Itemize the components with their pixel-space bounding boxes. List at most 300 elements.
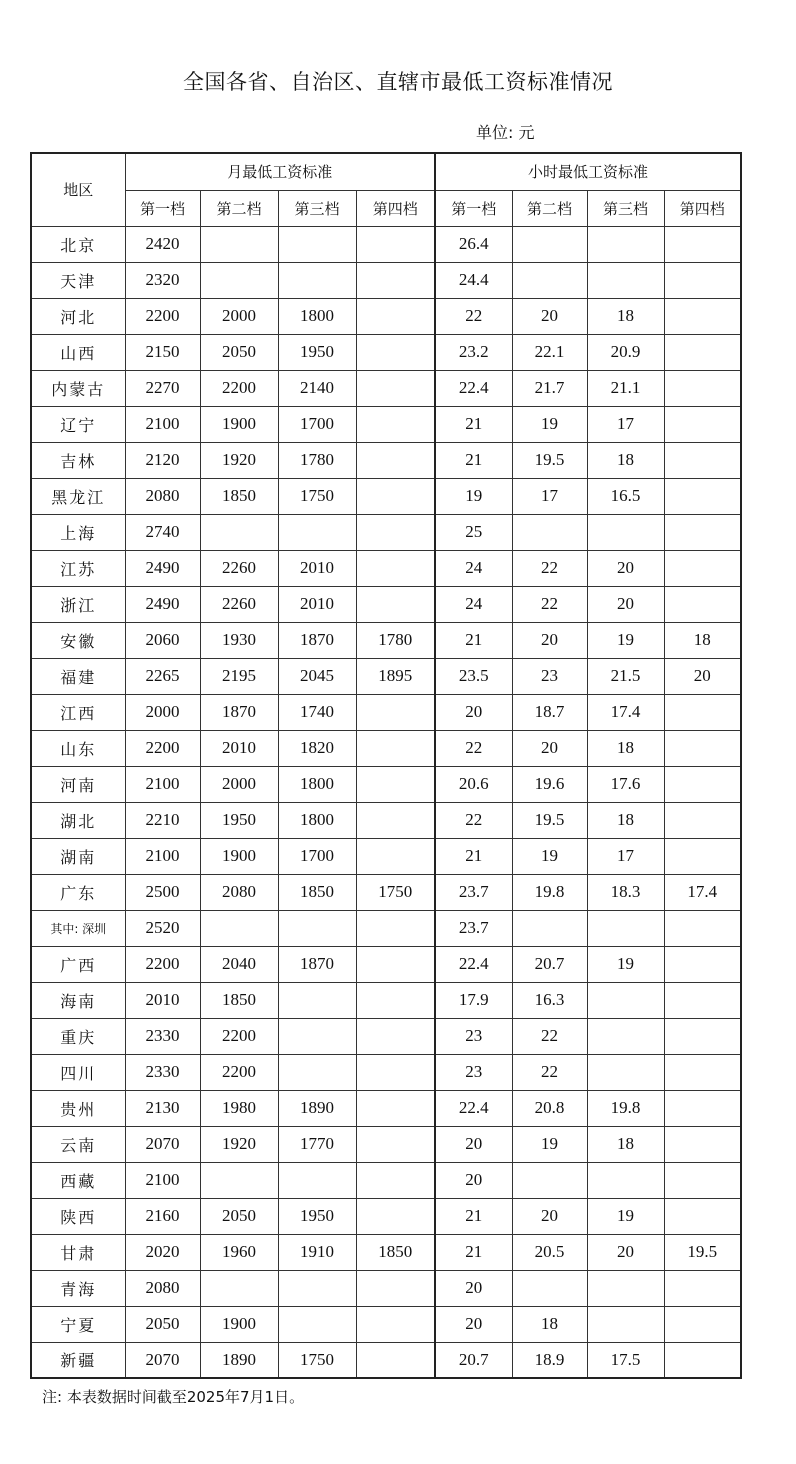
hourly-tier-4-cell: [664, 298, 741, 334]
hourly-tier-4-cell: [664, 802, 741, 838]
hourly-tier-2-cell: 20.7: [512, 946, 587, 982]
hourly-tier-3-cell: 21.1: [587, 370, 664, 406]
monthly-tier-1-cell: 2490: [125, 586, 200, 622]
hourly-tier-2-cell: 20: [512, 1198, 587, 1234]
monthly-tier-3-cell: 1750: [278, 478, 356, 514]
hourly-tier-4-cell: 19.5: [664, 1234, 741, 1270]
monthly-tier-4-cell: [356, 586, 435, 622]
hourly-tier-2-cell: 19: [512, 838, 587, 874]
hourly-tier-1-cell: 20: [435, 1162, 512, 1198]
monthly-tier-3-cell: 1780: [278, 442, 356, 478]
region-cell: 湖北: [31, 802, 125, 838]
monthly-tier-3-cell: [278, 226, 356, 262]
hourly-tier-3-cell: 20: [587, 586, 664, 622]
region-cell: 河北: [31, 298, 125, 334]
hourly-tier-4-cell: [664, 730, 741, 766]
table-row: [31, 1270, 741, 1306]
monthly-tier-2-cell: 2260: [200, 550, 278, 586]
hourly-tier-2-cell: 18.9: [512, 1342, 587, 1378]
hourly-tier-1-cell: 21: [435, 622, 512, 658]
region-cell: 安徽: [31, 622, 125, 658]
monthly-tier-4-cell: [356, 226, 435, 262]
hourly-tier-1-cell: 24: [435, 550, 512, 586]
table-row: [31, 802, 741, 838]
monthly-tier-2-cell: 2050: [200, 334, 278, 370]
monthly-tier-4-cell: [356, 370, 435, 406]
hourly-tier-4-cell: [664, 226, 741, 262]
header-hourly: 小时最低工资标准: [435, 153, 741, 190]
monthly-tier-1-cell: 2490: [125, 550, 200, 586]
monthly-tier-3-cell: [278, 1270, 356, 1306]
monthly-tier-4-cell: [356, 802, 435, 838]
monthly-tier-1-cell: 2200: [125, 730, 200, 766]
monthly-tier-3-cell: 1800: [278, 298, 356, 334]
region-cell: 山东: [31, 730, 125, 766]
monthly-tier-4-cell: [356, 1018, 435, 1054]
monthly-tier-1-cell: 2420: [125, 226, 200, 262]
hourly-tier-3-cell: 16.5: [587, 478, 664, 514]
table-row: [31, 946, 741, 982]
monthly-tier-1-cell: 2000: [125, 694, 200, 730]
table-row: [31, 658, 741, 694]
footnote: 注: 本表数据时间截至2025年7月1日。: [42, 1388, 305, 1406]
table-row: [31, 838, 741, 874]
table-body: [31, 226, 741, 1378]
hourly-tier-3-cell: 17: [587, 838, 664, 874]
unit-label: 单位: 元: [476, 123, 535, 142]
monthly-tier-2-cell: 1900: [200, 406, 278, 442]
monthly-tier-3-cell: 1770: [278, 1126, 356, 1162]
monthly-tier-3-cell: 2140: [278, 370, 356, 406]
monthly-tier-1-cell: 2520: [125, 910, 200, 946]
hourly-tier-3-cell: 18.3: [587, 874, 664, 910]
monthly-tier-4-cell: [356, 1342, 435, 1378]
monthly-tier-3-cell: [278, 1162, 356, 1198]
hourly-tier-1-cell: 23: [435, 1054, 512, 1090]
table-row: [31, 442, 741, 478]
hourly-tier-4-cell: [664, 946, 741, 982]
monthly-tier-1-cell: 2130: [125, 1090, 200, 1126]
table-row: [31, 1126, 741, 1162]
monthly-tier-3-cell: [278, 514, 356, 550]
monthly-tier-4-cell: [356, 982, 435, 1018]
hourly-tier-4-cell: [664, 370, 741, 406]
monthly-tier-1-cell: 2330: [125, 1018, 200, 1054]
hourly-tier-4-cell: [664, 1126, 741, 1162]
table-row: [31, 478, 741, 514]
monthly-tier-3-cell: 1700: [278, 838, 356, 874]
monthly-tier-1-cell: 2500: [125, 874, 200, 910]
region-cell: 四川: [31, 1054, 125, 1090]
hourly-tier-1-cell: 21: [435, 838, 512, 874]
monthly-tier-1-cell: 2200: [125, 946, 200, 982]
hourly-tier-1-cell: 24.4: [435, 262, 512, 298]
hourly-tier-4-cell: [664, 1090, 741, 1126]
hourly-tier-1-cell: 22: [435, 730, 512, 766]
hourly-tier-4-cell: [664, 694, 741, 730]
region-cell: 福建: [31, 658, 125, 694]
hourly-tier-2-cell: [512, 514, 587, 550]
header-region: 地区: [31, 153, 125, 226]
table-row: [31, 406, 741, 442]
monthly-tier-2-cell: 1900: [200, 1306, 278, 1342]
monthly-tier-4-cell: [356, 838, 435, 874]
monthly-tier-1-cell: 2265: [125, 658, 200, 694]
monthly-tier-1-cell: 2020: [125, 1234, 200, 1270]
hourly-tier-1-cell: 20: [435, 694, 512, 730]
monthly-tier-4-cell: [356, 766, 435, 802]
hourly-tier-1-cell: 23.7: [435, 910, 512, 946]
hourly-tier-2-cell: 22: [512, 550, 587, 586]
monthly-tier-3-cell: [278, 982, 356, 1018]
region-cell: 辽宁: [31, 406, 125, 442]
table-row: [31, 1198, 741, 1234]
hourly-tier-3-cell: 17: [587, 406, 664, 442]
hourly-tier-3-cell: 17.5: [587, 1342, 664, 1378]
region-cell: 云南: [31, 1126, 125, 1162]
hourly-tier-2-cell: [512, 262, 587, 298]
monthly-tier-4-cell: 1750: [356, 874, 435, 910]
hourly-tier-4-cell: [664, 982, 741, 1018]
hourly-tier-1-cell: 24: [435, 586, 512, 622]
monthly-tier-4-cell: [356, 1054, 435, 1090]
monthly-tier-2-cell: 2260: [200, 586, 278, 622]
hourly-tier-1-cell: 22.4: [435, 946, 512, 982]
monthly-tier-2-cell: 1920: [200, 442, 278, 478]
region-cell: 甘肃: [31, 1234, 125, 1270]
monthly-tier-1-cell: 2100: [125, 1162, 200, 1198]
monthly-tier-3-cell: 1950: [278, 334, 356, 370]
monthly-tier-4-cell: 1850: [356, 1234, 435, 1270]
table-row: [31, 874, 741, 910]
monthly-tier-3-cell: [278, 1054, 356, 1090]
hourly-tier-2-cell: 20: [512, 622, 587, 658]
region-cell: 其中: 深圳: [31, 910, 125, 946]
monthly-tier-3-cell: 2010: [278, 550, 356, 586]
header-hourly-tier-3: 第三档: [587, 190, 664, 226]
monthly-tier-3-cell: 1870: [278, 622, 356, 658]
region-cell: 广东: [31, 874, 125, 910]
hourly-tier-2-cell: [512, 226, 587, 262]
hourly-tier-1-cell: 23: [435, 1018, 512, 1054]
hourly-tier-2-cell: 18.7: [512, 694, 587, 730]
region-cell: 西藏: [31, 1162, 125, 1198]
hourly-tier-4-cell: [664, 910, 741, 946]
hourly-tier-3-cell: 18: [587, 442, 664, 478]
monthly-tier-2-cell: 2010: [200, 730, 278, 766]
hourly-tier-3-cell: [587, 1306, 664, 1342]
header-hourly-tier-4: 第四档: [664, 190, 741, 226]
monthly-tier-1-cell: 2070: [125, 1126, 200, 1162]
hourly-tier-1-cell: 22: [435, 802, 512, 838]
monthly-tier-4-cell: 1895: [356, 658, 435, 694]
hourly-tier-2-cell: 18: [512, 1306, 587, 1342]
table-row: [31, 1234, 741, 1270]
monthly-tier-2-cell: [200, 1162, 278, 1198]
monthly-tier-2-cell: 1930: [200, 622, 278, 658]
monthly-tier-2-cell: 2000: [200, 298, 278, 334]
hourly-tier-2-cell: 17: [512, 478, 587, 514]
table-row: [31, 730, 741, 766]
hourly-tier-1-cell: 22: [435, 298, 512, 334]
monthly-tier-3-cell: [278, 1306, 356, 1342]
hourly-tier-4-cell: 17.4: [664, 874, 741, 910]
monthly-tier-3-cell: 1800: [278, 766, 356, 802]
hourly-tier-4-cell: [664, 550, 741, 586]
monthly-tier-3-cell: 1750: [278, 1342, 356, 1378]
monthly-tier-2-cell: 1950: [200, 802, 278, 838]
monthly-tier-1-cell: 2160: [125, 1198, 200, 1234]
page-title: 全国各省、自治区、直辖市最低工资标准情况: [183, 70, 613, 94]
monthly-tier-3-cell: 1740: [278, 694, 356, 730]
monthly-tier-2-cell: 2050: [200, 1198, 278, 1234]
hourly-tier-3-cell: 18: [587, 1126, 664, 1162]
hourly-tier-3-cell: 19.8: [587, 1090, 664, 1126]
hourly-tier-2-cell: 19.5: [512, 802, 587, 838]
hourly-tier-1-cell: 23.2: [435, 334, 512, 370]
header-hourly-tier-2: 第二档: [512, 190, 587, 226]
hourly-tier-4-cell: [664, 514, 741, 550]
hourly-tier-4-cell: [664, 478, 741, 514]
hourly-tier-1-cell: 21: [435, 442, 512, 478]
table-row: [31, 586, 741, 622]
monthly-tier-3-cell: 2010: [278, 586, 356, 622]
hourly-tier-4-cell: [664, 1018, 741, 1054]
hourly-tier-3-cell: [587, 514, 664, 550]
monthly-tier-2-cell: 1870: [200, 694, 278, 730]
table-row: [31, 982, 741, 1018]
hourly-tier-3-cell: 18: [587, 730, 664, 766]
monthly-tier-2-cell: [200, 262, 278, 298]
monthly-tier-4-cell: [356, 1162, 435, 1198]
monthly-tier-2-cell: 1920: [200, 1126, 278, 1162]
hourly-tier-2-cell: 23: [512, 658, 587, 694]
monthly-tier-4-cell: [356, 406, 435, 442]
hourly-tier-2-cell: 19.8: [512, 874, 587, 910]
header-monthly-tier-2: 第二档: [200, 190, 278, 226]
hourly-tier-4-cell: [664, 838, 741, 874]
hourly-tier-2-cell: 21.7: [512, 370, 587, 406]
monthly-tier-4-cell: [356, 1198, 435, 1234]
hourly-tier-4-cell: [664, 1162, 741, 1198]
table-row: [31, 1162, 741, 1198]
table-row: [31, 262, 741, 298]
monthly-tier-4-cell: [356, 262, 435, 298]
hourly-tier-3-cell: [587, 910, 664, 946]
monthly-tier-3-cell: [278, 1018, 356, 1054]
monthly-tier-2-cell: 2200: [200, 1054, 278, 1090]
hourly-tier-1-cell: 20.7: [435, 1342, 512, 1378]
table-row: [31, 334, 741, 370]
monthly-tier-4-cell: [356, 1270, 435, 1306]
monthly-tier-3-cell: 1700: [278, 406, 356, 442]
hourly-tier-4-cell: [664, 1342, 741, 1378]
monthly-tier-4-cell: [356, 442, 435, 478]
monthly-tier-4-cell: [356, 694, 435, 730]
monthly-tier-2-cell: 2000: [200, 766, 278, 802]
hourly-tier-3-cell: [587, 982, 664, 1018]
monthly-tier-1-cell: 2100: [125, 766, 200, 802]
hourly-tier-4-cell: [664, 1270, 741, 1306]
monthly-tier-2-cell: 1850: [200, 478, 278, 514]
monthly-tier-1-cell: 2010: [125, 982, 200, 1018]
region-cell: 黑龙江: [31, 478, 125, 514]
hourly-tier-3-cell: [587, 1270, 664, 1306]
monthly-tier-2-cell: 1960: [200, 1234, 278, 1270]
monthly-tier-4-cell: [356, 478, 435, 514]
monthly-tier-4-cell: [356, 550, 435, 586]
hourly-tier-1-cell: 22.4: [435, 370, 512, 406]
monthly-tier-1-cell: 2210: [125, 802, 200, 838]
monthly-tier-1-cell: 2120: [125, 442, 200, 478]
header-monthly: 月最低工资标准: [125, 153, 435, 190]
table-row: [31, 766, 741, 802]
hourly-tier-4-cell: [664, 262, 741, 298]
table-row: [31, 694, 741, 730]
hourly-tier-4-cell: [664, 586, 741, 622]
header-monthly-tier-3: 第三档: [278, 190, 356, 226]
hourly-tier-1-cell: 19: [435, 478, 512, 514]
region-cell: 重庆: [31, 1018, 125, 1054]
monthly-tier-3-cell: [278, 262, 356, 298]
region-cell: 广西: [31, 946, 125, 982]
monthly-tier-2-cell: [200, 1270, 278, 1306]
monthly-tier-1-cell: 2330: [125, 1054, 200, 1090]
table-row: [31, 514, 741, 550]
monthly-tier-2-cell: 2195: [200, 658, 278, 694]
monthly-tier-4-cell: [356, 910, 435, 946]
monthly-tier-4-cell: [356, 514, 435, 550]
table-row: [31, 1090, 741, 1126]
monthly-tier-3-cell: [278, 910, 356, 946]
table-row: [31, 910, 741, 946]
region-cell: 青海: [31, 1270, 125, 1306]
monthly-tier-4-cell: [356, 298, 435, 334]
monthly-tier-2-cell: [200, 910, 278, 946]
table-row: [31, 1054, 741, 1090]
monthly-tier-3-cell: 1950: [278, 1198, 356, 1234]
monthly-tier-2-cell: 1900: [200, 838, 278, 874]
region-cell: 浙江: [31, 586, 125, 622]
monthly-tier-1-cell: 2100: [125, 838, 200, 874]
hourly-tier-2-cell: 22: [512, 1018, 587, 1054]
hourly-tier-3-cell: [587, 262, 664, 298]
region-cell: 海南: [31, 982, 125, 1018]
region-cell: 贵州: [31, 1090, 125, 1126]
monthly-tier-3-cell: 1800: [278, 802, 356, 838]
region-cell: 吉林: [31, 442, 125, 478]
hourly-tier-3-cell: 18: [587, 802, 664, 838]
table-row: [31, 370, 741, 406]
monthly-tier-1-cell: 2060: [125, 622, 200, 658]
hourly-tier-2-cell: 22.1: [512, 334, 587, 370]
hourly-tier-1-cell: 21: [435, 1198, 512, 1234]
hourly-tier-3-cell: [587, 1054, 664, 1090]
hourly-tier-2-cell: 20.8: [512, 1090, 587, 1126]
hourly-tier-2-cell: 20: [512, 730, 587, 766]
monthly-tier-3-cell: 2045: [278, 658, 356, 694]
monthly-tier-4-cell: 1780: [356, 622, 435, 658]
region-cell: 内蒙古: [31, 370, 125, 406]
hourly-tier-2-cell: 20: [512, 298, 587, 334]
hourly-tier-3-cell: [587, 1162, 664, 1198]
table-row: [31, 1018, 741, 1054]
hourly-tier-3-cell: 19: [587, 622, 664, 658]
monthly-tier-1-cell: 2080: [125, 1270, 200, 1306]
hourly-tier-1-cell: 23.7: [435, 874, 512, 910]
header-monthly-tier-1: 第一档: [125, 190, 200, 226]
hourly-tier-4-cell: [664, 1306, 741, 1342]
monthly-tier-1-cell: 2080: [125, 478, 200, 514]
monthly-tier-4-cell: [356, 730, 435, 766]
hourly-tier-3-cell: 20: [587, 1234, 664, 1270]
hourly-tier-4-cell: [664, 442, 741, 478]
hourly-tier-1-cell: 23.5: [435, 658, 512, 694]
hourly-tier-2-cell: [512, 1270, 587, 1306]
hourly-tier-2-cell: 22: [512, 586, 587, 622]
table-row: [31, 622, 741, 658]
hourly-tier-3-cell: 20.9: [587, 334, 664, 370]
hourly-tier-1-cell: 17.9: [435, 982, 512, 1018]
header-hourly-tier-1: 第一档: [435, 190, 512, 226]
hourly-tier-4-cell: 18: [664, 622, 741, 658]
hourly-tier-4-cell: 20: [664, 658, 741, 694]
hourly-tier-2-cell: 22: [512, 1054, 587, 1090]
hourly-tier-1-cell: 21: [435, 406, 512, 442]
hourly-tier-1-cell: 20: [435, 1270, 512, 1306]
hourly-tier-2-cell: 20.5: [512, 1234, 587, 1270]
monthly-tier-1-cell: 2740: [125, 514, 200, 550]
monthly-tier-4-cell: [356, 946, 435, 982]
hourly-tier-3-cell: 21.5: [587, 658, 664, 694]
region-cell: 湖南: [31, 838, 125, 874]
hourly-tier-1-cell: 25: [435, 514, 512, 550]
region-cell: 河南: [31, 766, 125, 802]
hourly-tier-4-cell: [664, 766, 741, 802]
hourly-tier-4-cell: [664, 1198, 741, 1234]
hourly-tier-2-cell: 19.5: [512, 442, 587, 478]
monthly-tier-4-cell: [356, 1126, 435, 1162]
hourly-tier-3-cell: 19: [587, 946, 664, 982]
hourly-tier-1-cell: 26.4: [435, 226, 512, 262]
table-row: [31, 1342, 741, 1378]
monthly-tier-2-cell: 1980: [200, 1090, 278, 1126]
monthly-tier-2-cell: 2200: [200, 1018, 278, 1054]
hourly-tier-3-cell: 17.6: [587, 766, 664, 802]
hourly-tier-4-cell: [664, 1054, 741, 1090]
monthly-tier-1-cell: 2320: [125, 262, 200, 298]
hourly-tier-1-cell: 22.4: [435, 1090, 512, 1126]
monthly-tier-1-cell: 2270: [125, 370, 200, 406]
hourly-tier-1-cell: 21: [435, 1234, 512, 1270]
monthly-tier-4-cell: [356, 1090, 435, 1126]
header-monthly-tier-4: 第四档: [356, 190, 435, 226]
monthly-tier-2-cell: 2200: [200, 370, 278, 406]
hourly-tier-3-cell: 17.4: [587, 694, 664, 730]
monthly-tier-1-cell: 2070: [125, 1342, 200, 1378]
region-cell: 陕西: [31, 1198, 125, 1234]
table-row: [31, 550, 741, 586]
hourly-tier-1-cell: 20: [435, 1126, 512, 1162]
monthly-tier-1-cell: 2100: [125, 406, 200, 442]
hourly-tier-3-cell: 20: [587, 550, 664, 586]
hourly-tier-2-cell: [512, 910, 587, 946]
region-cell: 北京: [31, 226, 125, 262]
hourly-tier-1-cell: 20: [435, 1306, 512, 1342]
monthly-tier-3-cell: 1910: [278, 1234, 356, 1270]
region-cell: 江西: [31, 694, 125, 730]
hourly-tier-2-cell: 19: [512, 406, 587, 442]
